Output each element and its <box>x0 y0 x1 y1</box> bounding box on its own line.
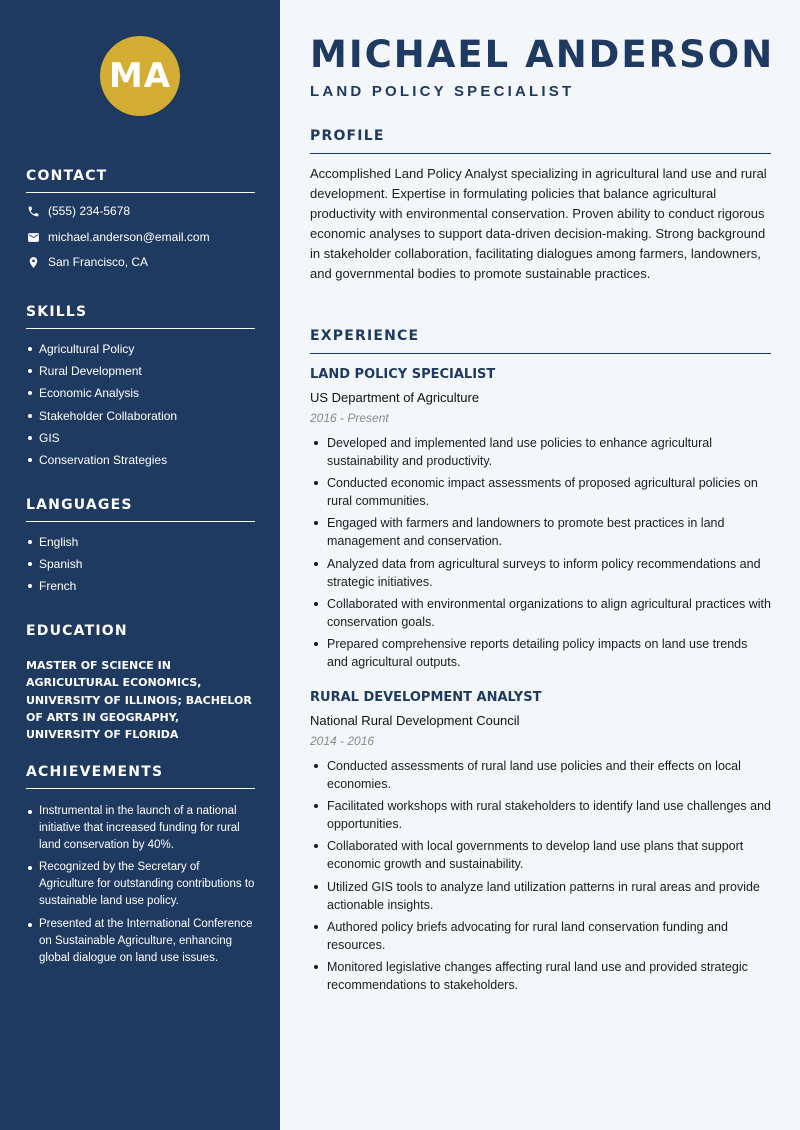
job-title: LAND POLICY SPECIALIST <box>310 83 575 100</box>
sidebar <box>0 0 280 1130</box>
list-item: Collaborated with environmental organizations to align agricultural practices with conservation goals. <box>310 595 771 631</box>
list-item: Recognized by the Secretary of Agriculture for outstanding contributions to sustainable land use policy. <box>26 859 255 910</box>
contact-heading: CONTACT <box>26 168 255 193</box>
list-item: Instrumental in the launch of a national initiative that increased funding for rural land conservation by 40%. <box>26 803 255 854</box>
skills-section <box>26 304 255 474</box>
list-item: Economic Analysis <box>26 385 255 407</box>
experience-item <box>310 366 771 675</box>
avatar: MA <box>100 36 180 116</box>
list-item: Agricultural Policy <box>26 341 255 363</box>
list-item: Stakeholder Collaboration <box>26 408 255 430</box>
achievements-list <box>26 803 255 967</box>
list-item: Monitored legislative changes affecting rural land use and provided strategic recommendations to stakeholders. <box>310 958 771 994</box>
email-icon <box>26 230 40 244</box>
contact-email <box>26 230 210 244</box>
phone-icon <box>26 204 40 218</box>
responsibility-list <box>310 434 771 671</box>
list-item: Facilitated workshops with rural stakeholders to identify land use challenges and opportunities. <box>310 797 771 833</box>
location-pin-icon <box>26 255 40 269</box>
list-item: Presented at the International Conference on Sustainable Agriculture, enhancing global dialogue on land use issues. <box>26 916 255 967</box>
list-item: English <box>26 534 255 556</box>
education-heading: EDUCATION <box>26 623 128 639</box>
education-section <box>26 623 255 754</box>
skills-list <box>26 341 255 474</box>
phone-text[interactable]: (555) 234-5678 <box>48 204 131 218</box>
organization: National Rural Development Council <box>310 713 520 728</box>
achievements-heading: ACHIEVEMENTS <box>26 764 255 789</box>
list-item: Spanish <box>26 556 255 578</box>
experience-heading: EXPERIENCE <box>310 328 771 354</box>
list-item: Conducted economic impact assessments of proposed agricultural policies on rural communities. <box>310 474 771 510</box>
languages-list <box>26 534 255 601</box>
list-item: GIS <box>26 430 255 452</box>
list-item: Conservation Strategies <box>26 452 255 474</box>
list-item: Analyzed data from agricultural surveys to inform policy recommendations and strategic initiatives. <box>310 555 771 591</box>
profile-text: Accomplished Land Policy Analyst specializing in agricultural land use and rural development. Expertise in formulating policies that balance agricultural productivity with environmental conservation. Proven ability to conduct rigorous economic analyses to support data-driven decision-making. Strong background in stakeholder collaboration, facilitating dialogues among farmers, landowners, and governmental bodies to promote sustainable practices. <box>310 166 767 282</box>
skills-heading: SKILLS <box>26 304 255 329</box>
experience-item <box>310 689 771 998</box>
organization: US Department of Agriculture <box>310 390 480 405</box>
list-item: Conducted assessments of rural land use policies and their effects on local economies. <box>310 757 771 793</box>
list-item: Engaged with farmers and landowners to promote best practices in land management and conservation. <box>310 514 771 550</box>
position-title: LAND POLICY SPECIALIST <box>310 367 496 382</box>
list-item: Developed and implemented land use policies to enhance agricultural sustainability and productivity. <box>310 434 771 470</box>
contact-section <box>26 168 255 269</box>
list-item: Collaborated with local governments to develop land use plans that support economic growth and sustainability. <box>310 837 771 873</box>
person-name: MICHAEL ANDERSON <box>310 33 775 76</box>
list-item: Authored policy briefs advocating for rural land conservation funding and resources. <box>310 918 771 954</box>
contact-location <box>26 255 148 269</box>
location-text: San Francisco, CA <box>48 255 149 269</box>
languages-heading: LANGUAGES <box>26 497 255 522</box>
list-item: Utilized GIS tools to analyze land utilization patterns in rural areas and provide actionable insights. <box>310 878 771 914</box>
email-text[interactable]: michael.anderson@email.com <box>48 230 210 244</box>
list-item: French <box>26 578 255 600</box>
contact-phone <box>26 204 130 218</box>
responsibility-list <box>310 757 771 994</box>
date-range: 2016 - Present <box>310 411 389 425</box>
list-item: Rural Development <box>26 363 255 385</box>
profile-heading: PROFILE <box>310 128 771 154</box>
list-item: Prepared comprehensive reports detailing policy impacts on land use trends and agricultural outputs. <box>310 635 771 671</box>
languages-section <box>26 497 255 601</box>
education-text: MASTER OF SCIENCE IN AGRICULTURAL ECONOMICS, UNIVERSITY OF ILLINOIS; BACHELOR OF ARTS IN GEOGRAPHY, UNIVERSITY OF FLORIDA <box>26 659 252 742</box>
date-range: 2014 - 2016 <box>310 734 375 748</box>
achievements-section <box>26 764 255 972</box>
position-title: RURAL DEVELOPMENT ANALYST <box>310 690 542 705</box>
